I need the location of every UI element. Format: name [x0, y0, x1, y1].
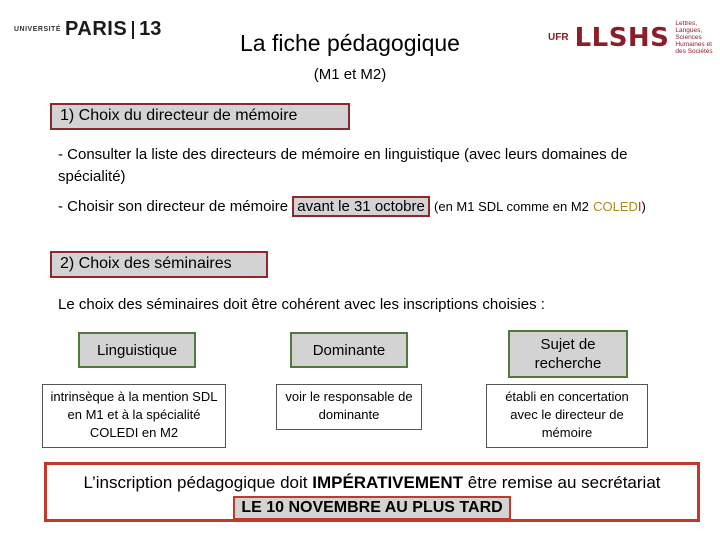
page-subtitle: (M1 et M2): [313, 66, 387, 83]
column-desc-linguistique: intrinsèque à la mention SDL en M1 et à la spécialité COLEDI en M2: [42, 384, 226, 448]
item2-before: - Choisir son directeur de mémoire: [58, 198, 289, 215]
logo-subtitle: Lettres, Langues, Sciences Humaines et des Sociétés: [675, 20, 713, 55]
column-head-sujet: Sujet de recherche: [508, 330, 628, 378]
column-head-linguistique: Linguistique: [78, 332, 196, 368]
section1-heading: 1) Choix du directeur de mémoire: [50, 103, 350, 130]
section1-item2: [58, 196, 718, 218]
coledi-i-text: I: [637, 199, 642, 214]
logo-llshs-text: LLSHS: [574, 22, 670, 53]
final-deadline: LE 10 NOVEMBRE AU PLUS TARD: [233, 496, 510, 520]
column-desc-dominante: voir le responsable de dominante: [276, 384, 422, 430]
final-before: L’inscription pédagogique doit: [83, 473, 313, 492]
column-head-dominante: Dominante: [290, 332, 408, 368]
section2-heading: 2) Choix des séminaires: [50, 251, 268, 278]
deadline-highlight: avant le 31 octobre: [292, 196, 430, 217]
logo-ufr-text: UFR: [548, 32, 569, 43]
page-title: La fiche pédagogique: [240, 30, 460, 56]
logo-univ-text: UNIVERSITÉ: [14, 26, 62, 33]
logo-number: 13: [139, 18, 162, 40]
column-desc-sujet: établi en concertation avec le directeur de mémoire: [486, 384, 648, 448]
coledi-text: COLED: [593, 199, 638, 214]
final-after: être remise au secrétariat: [463, 473, 661, 492]
item2-after: (en M1 SDL comme en M2: [434, 199, 589, 214]
final-emphasis: IMPÉRATIVEMENT: [312, 473, 464, 492]
final-notice: [44, 462, 700, 522]
final-notice-line: [47, 471, 697, 495]
section1-item1: - Consulter la liste des directeurs de mémoire en linguistique (avec leurs domaines de spécialité): [58, 146, 628, 185]
section2-intro: Le choix des séminaires doit être cohérent avec les inscriptions choisies :: [58, 296, 545, 313]
item2-end: ): [641, 199, 646, 214]
logo-paris-text: PARIS: [65, 18, 128, 40]
